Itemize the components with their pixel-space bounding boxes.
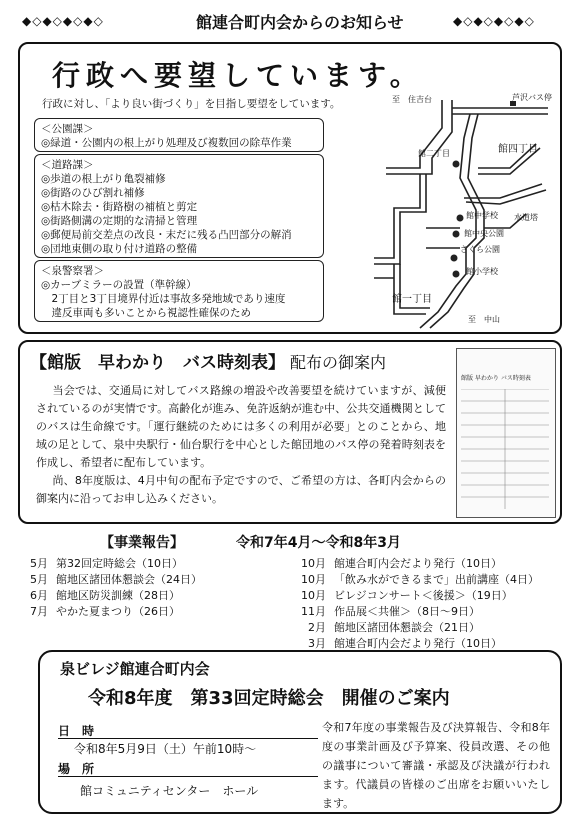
meeting-place-underline bbox=[58, 776, 318, 777]
meeting-date-label: 日 時 bbox=[58, 724, 95, 738]
header-diamonds-right: ◆◇◆◇◆◇◆◇ bbox=[453, 14, 535, 28]
roads-item: ◎街路のひび割れ補修 bbox=[41, 187, 145, 199]
map-label-water-tower: 水道塔 bbox=[514, 213, 538, 222]
map-label-central-park: 館中央公園 bbox=[464, 229, 504, 238]
request-section bbox=[18, 42, 562, 334]
bus-subtitle: 配布の御案内 bbox=[290, 353, 387, 372]
request-intro: 行政に対し、「より良い街づくり」を目指し要望をしています。 bbox=[42, 98, 341, 110]
report-item: 10月 ビレジコンサート＜後援＞（19日） bbox=[301, 589, 513, 602]
report-item: 7月 やかた夏まつり（26日） bbox=[30, 605, 180, 618]
meeting-title: 令和8年度 第33回定時総会 開催のご案内 bbox=[88, 688, 450, 709]
report-item: 3月 館連合町内会だより発行（10日） bbox=[308, 637, 502, 650]
map-label-kan4: 館四丁目 bbox=[498, 144, 538, 155]
meeting-org: 泉ビレジ館連合町内会 bbox=[60, 660, 210, 678]
request-title: 行政へ要望しています。 bbox=[52, 59, 424, 92]
map-label-to-nakayama: 至 中山 bbox=[468, 315, 500, 324]
police-title: ＜泉警察署＞ bbox=[41, 265, 104, 277]
report-item: 5月 第32回定時総会（10日） bbox=[30, 557, 183, 570]
police-item: 違反車両も多いことから視認性確保のため bbox=[41, 307, 251, 319]
police-item: 2丁目と3丁目境界付近は事故多発地域であり速度 bbox=[41, 293, 286, 305]
map-label-sakura-park: さくら公園 bbox=[460, 245, 500, 254]
police-item: ◎カーブミラーの設置（準幹線） bbox=[41, 279, 197, 291]
parks-item: ◎緑道・公園内の根上がり処理及び複数回の除草作業 bbox=[41, 137, 292, 149]
report-item: 6月 館地区防災訓練（28日） bbox=[30, 589, 180, 602]
report-period: 令和7年4月～令和8年3月 bbox=[236, 535, 401, 551]
report-item: 10月 館連合町内会だより発行（10日） bbox=[301, 557, 502, 570]
thumb-table-lines bbox=[461, 389, 549, 513]
report-item: 10月 「飲み水ができるまで」出前講座（4日） bbox=[301, 573, 539, 586]
report-item: 5月 館地区諸団体懇談会（24日） bbox=[30, 573, 202, 586]
roads-item: ◎歩道の根上がり亀裂補修 bbox=[41, 173, 166, 185]
parks-box bbox=[34, 118, 324, 152]
meeting-date-value: 令和8年5月9日（土）午前10時～ bbox=[74, 742, 257, 756]
map-label-to-sumiyoshidai: 至 住吉台 bbox=[392, 95, 432, 104]
meeting-date-underline bbox=[58, 738, 318, 739]
bus-title: 【館版 早わかり バス時刻表】 bbox=[30, 353, 285, 373]
parks-title: ＜公園課＞ bbox=[41, 123, 94, 135]
roads-title: ＜道路課＞ bbox=[41, 159, 94, 171]
meeting-section bbox=[38, 650, 562, 814]
roads-item: ◎郵便局前交差点の改良・末だに残る凸凹部分の解消 bbox=[41, 229, 292, 241]
roads-box bbox=[34, 154, 324, 258]
thumb-title: 館版 早わかり バス時刻表 bbox=[461, 375, 531, 382]
roads-item: ◎枯木除去・街路樹の補植と剪定 bbox=[41, 201, 198, 213]
header-diamonds-left: ◆◇◆◇◆◇◆◇ bbox=[22, 14, 104, 28]
report-title: 【事業報告】 bbox=[100, 535, 184, 551]
bus-timetable-thumbnail bbox=[456, 348, 556, 518]
page-title: 館連合町内会からのお知らせ bbox=[196, 13, 404, 32]
roads-item: ◎街路側溝の定期的な清掃と管理 bbox=[41, 215, 198, 227]
map-label-elementary: 館小学校 bbox=[466, 267, 498, 276]
map-label-middle-school: 館中学校 bbox=[466, 211, 498, 220]
map-label-kan2: 館二丁目 bbox=[418, 149, 450, 158]
meeting-place-label: 場 所 bbox=[58, 762, 95, 776]
police-box bbox=[34, 260, 324, 322]
bus-paragraph: 当会では、交通局に対してバス路線の増設や改善要望を続けていますが、減便されているのが実情です。高齢化が進み、免許返納が進む中、公共交通機関としてのバスは生命線です。「運行継続のためには多くの利用が必要」とのことから、地域の足として、泉中央駅行・仙台駅行を中心とした館団地のバス停の発着時刻表を作成し、希望者に配布しています。 bbox=[36, 384, 446, 469]
map-label-kan1: 館一丁目 bbox=[392, 294, 432, 305]
bus-paragraph-note: 尚、8年度版は、4月中旬の配布予定ですので、ご希望の方は、各町内会からの御案内に沿ってお申し込みください。 bbox=[36, 474, 446, 505]
meeting-place-value: 館コミュニティセンター ホール bbox=[80, 784, 259, 798]
roads-item: ◎団地東側の取り付け道路の整備 bbox=[41, 243, 198, 255]
report-item: 2月 館地区諸団体懇談会（21日） bbox=[308, 621, 480, 634]
report-item: 11月 作品展＜共催＞（8日～9日） bbox=[301, 605, 480, 618]
bus-section bbox=[18, 340, 562, 524]
meeting-body: 令和7年度の事業報告及び決算報告、令和8年度の事業計画及び予算案、役員改選、その他の議事について審議・承認及び決議が行われます。代議員の皆様のご出席をお願いいたします。 bbox=[322, 721, 550, 810]
map-label-bus-stop: 芦沢バス停 bbox=[512, 93, 552, 102]
